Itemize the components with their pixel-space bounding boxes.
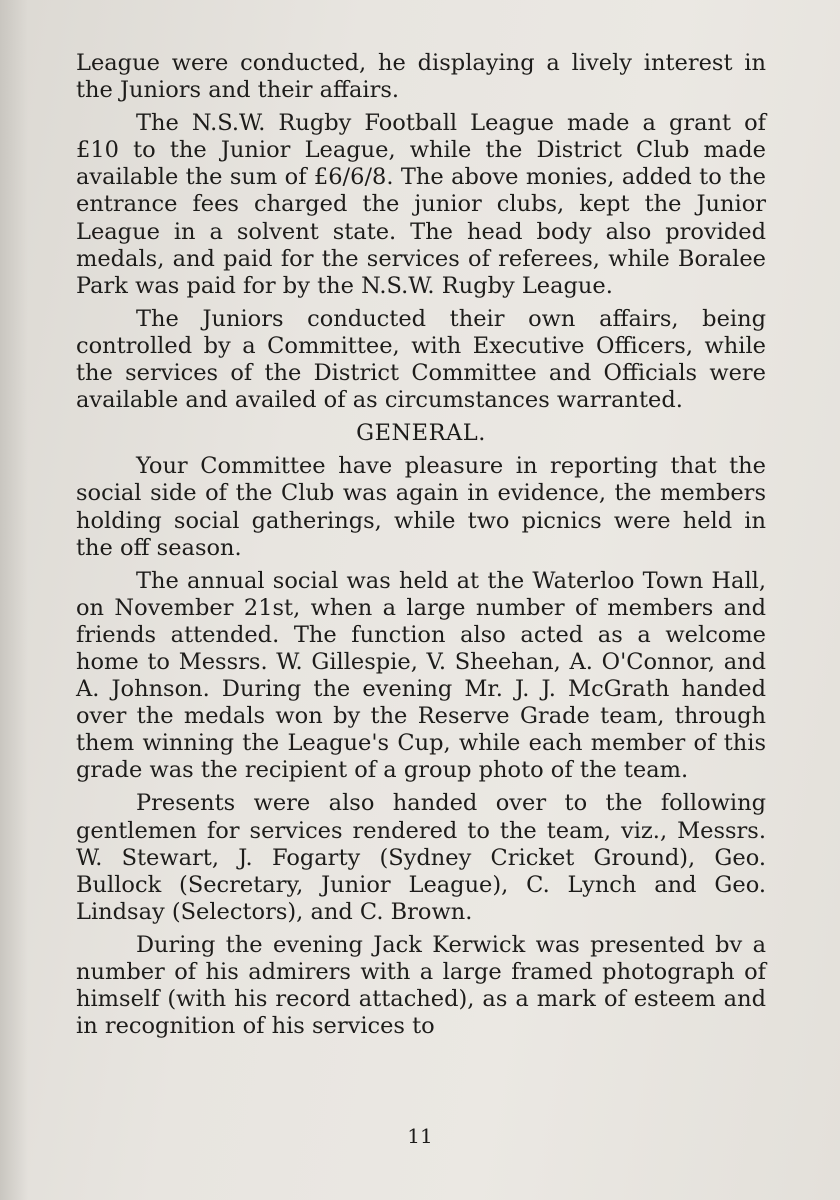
page-number: 11 — [407, 1124, 433, 1148]
paragraph-annual-social: The annual social was held at the Waterloo Town Hall, on November 21st, when a large number of members and friends attended. The function also acted as a welcome home to Messrs. W. Gillespie, V. Sheehan, A. O'Connor, and A. Johnson. During the evening Mr. J. J. McGrath handed over the medals won by the Reserve Grade team, through them winning the League's Cup, while each member of this grade was the recipient of a group photo of the team. — [76, 567, 766, 784]
paragraph-league-grant: The N.S.W. Rugby Football League made a grant of £10 to the Junior League, while the District Club made available the sum of £6/6/8. The above monies, added to the entrance fees charged the junior clubs, kept the Junior League in a solvent state. The head body also provided medals, and paid for the services of referees, while Boralee Park was paid for by the N.S.W. Rugby League. — [76, 110, 766, 299]
paragraph-presents: Presents were also handed over to the following gentlemen for services rendered to the team, viz., Messrs. W. Stewart, J. Fogarty (Sydney Cricket Ground), Geo. Bullock (Secretary, Junior League), C. Lynch and Geo. Lindsay (Selectors), and C. Brown. — [76, 790, 766, 925]
section-heading-general: GENERAL. — [356, 420, 486, 447]
paragraph-continuation: League were conducted, he displaying a lively interest in the Juniors and their affairs. — [76, 50, 766, 104]
paragraph-jack-kerwick: During the evening Jack Kerwick was presented bv a number of his admirers with a large framed photograph of himself (with his record attached), as a mark of esteem and in recognition of his services to — [76, 931, 766, 1040]
paragraph-juniors-affairs: The Juniors conducted their own affairs, being controlled by a Committee, with Executive Officers, while the services of the District Committee and Officials were available and availed of as circumstances warranted. — [76, 305, 766, 414]
paragraph-social-side: Your Committee have pleasure in reporting that the social side of the Club was again in evidence, the members holding social gatherings, while two picnics were held in the off season. — [76, 453, 766, 561]
body-text — [76, 50, 766, 1046]
page-edge-shadow — [0, 0, 28, 1200]
